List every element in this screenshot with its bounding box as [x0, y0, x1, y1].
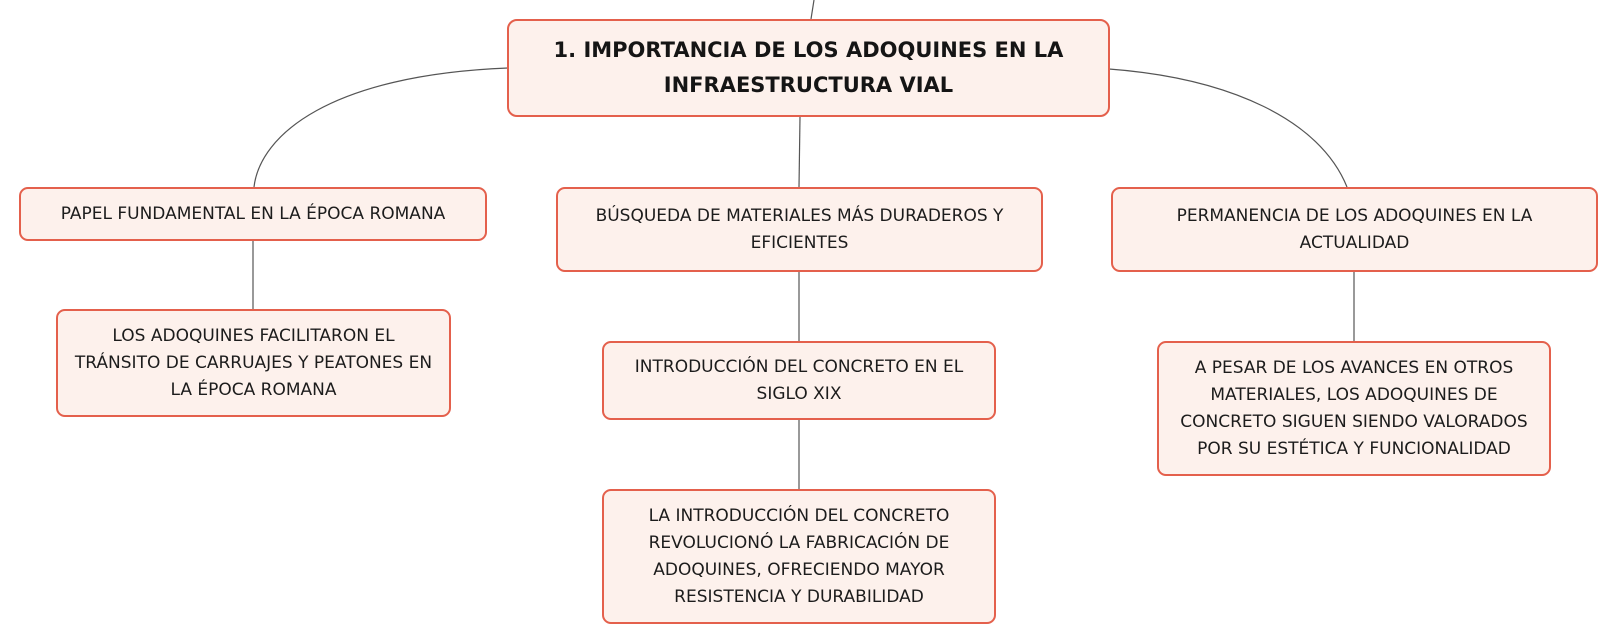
branch-topic-label: PERMANENCIA DE LOS ADOQUINES EN LA ACTUALIDAD	[1176, 205, 1533, 253]
connector-root-branch-1	[254, 68, 508, 187]
branch-topic-present-day[interactable]	[1111, 187, 1598, 272]
subtopic-roman-transit[interactable]	[56, 309, 451, 417]
subtopic-label: LOS ADOQUINES FACILITARON EL TRÁNSITO DE CARRUAJES Y PEATONES EN LA ÉPOCA ROMANA	[74, 325, 433, 400]
subtopic-label: A PESAR DE LOS AVANCES EN OTROS MATERIALES, LOS ADOQUINES DE CONCRETO SIGUEN SIENDO VALORADOS POR SU ESTÉTICA Y FUNCIONALIDAD	[1180, 357, 1528, 459]
root-topic[interactable]	[507, 19, 1110, 117]
subtopic-concrete-introduction[interactable]	[602, 341, 996, 420]
subtopic-concrete-revolution[interactable]	[602, 489, 996, 624]
branch-topic-label: BÚSQUEDA DE MATERIALES MÁS DURADEROS Y EFICIENTES	[595, 205, 1004, 253]
subtopic-label: INTRODUCCIÓN DEL CONCRETO EN EL SIGLO XIX	[634, 356, 964, 404]
branch-topic-roman-era[interactable]	[19, 187, 487, 241]
subtopic-label: LA INTRODUCCIÓN DEL CONCRETO REVOLUCIONÓ LA FABRICACIÓN DE ADOQUINES, OFRECIENDO MAYOR RESISTENCIA Y DURABILIDAD	[648, 505, 950, 607]
connector-root-branch-3	[1109, 69, 1347, 187]
branch-topic-durable-materials[interactable]	[556, 187, 1043, 272]
branch-topic-label: PAPEL FUNDAMENTAL EN LA ÉPOCA ROMANA	[60, 203, 446, 224]
root-topic-label: 1. IMPORTANCIA DE LOS ADOQUINES EN LA INFRAESTRUCTURA VIAL	[553, 38, 1064, 97]
subtopic-still-valued[interactable]	[1157, 341, 1551, 476]
connector-root-parent	[811, 0, 814, 19]
connector-root-branch-2	[799, 117, 800, 187]
